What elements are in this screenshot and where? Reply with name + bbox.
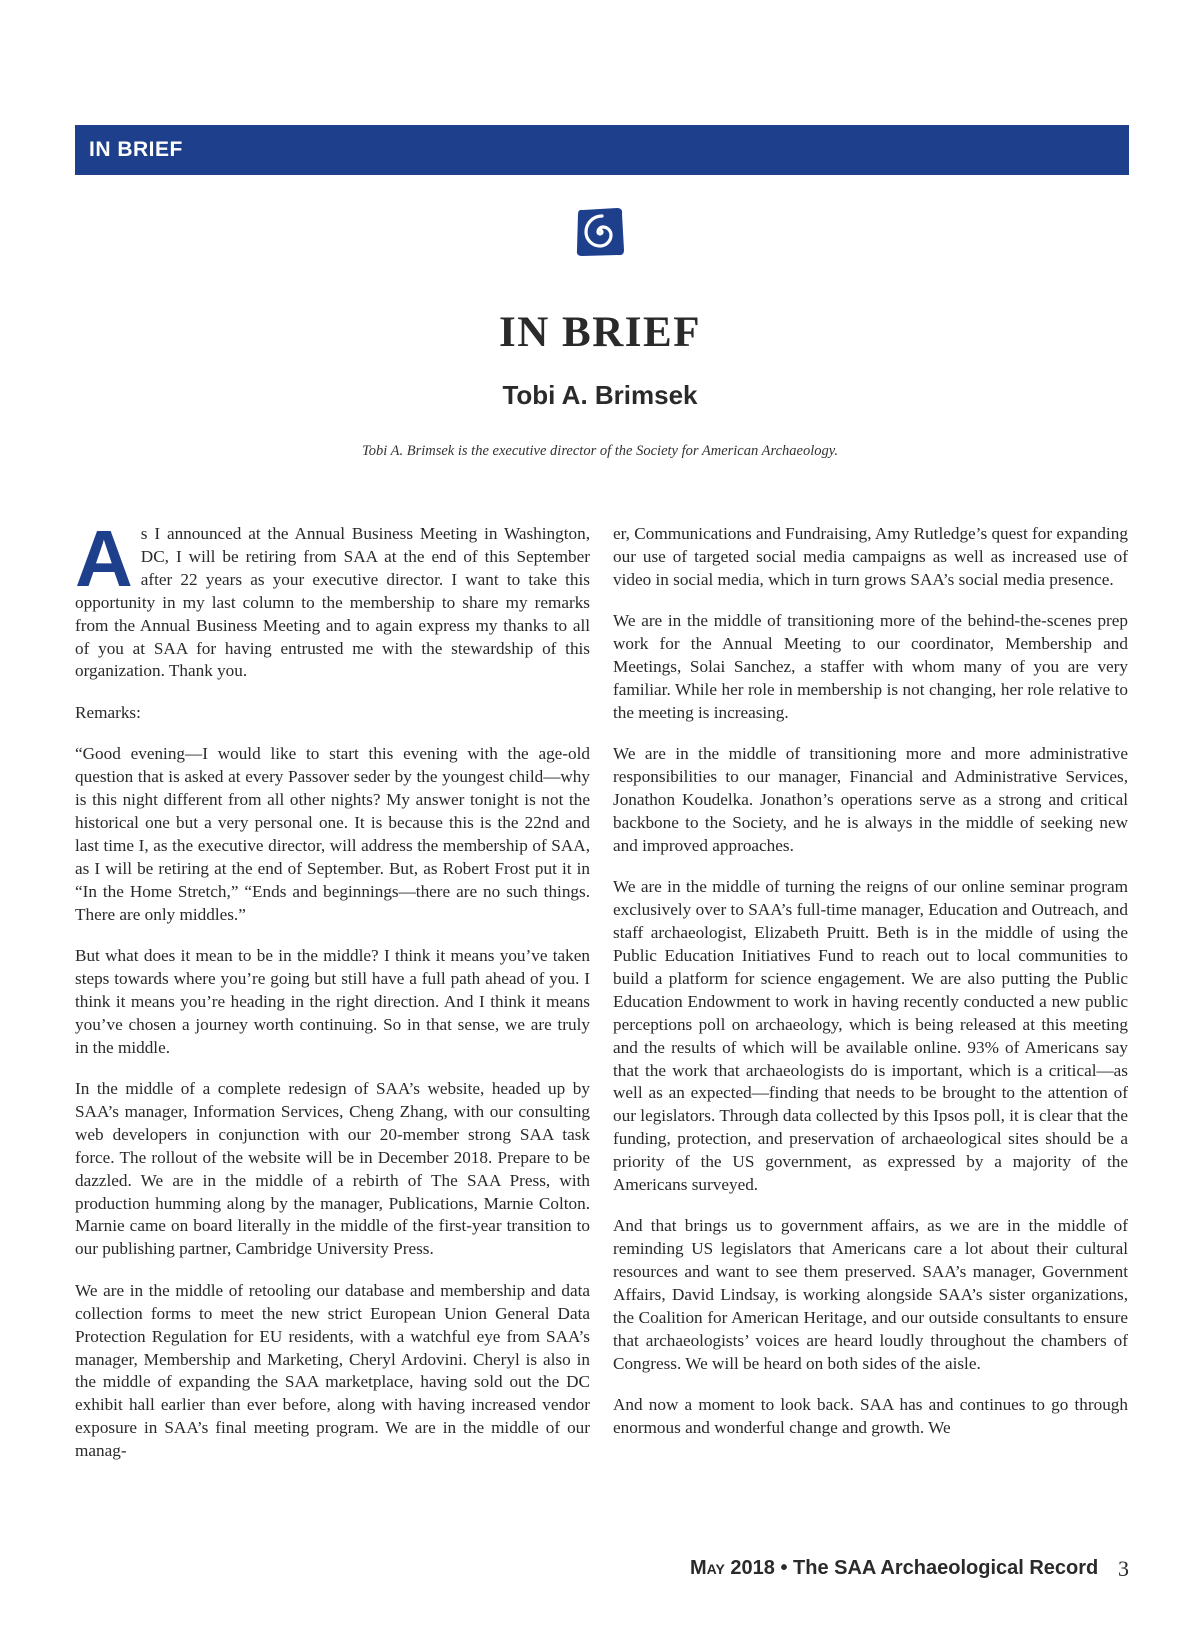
spiral-logo-icon bbox=[574, 206, 626, 258]
article-paragraph: We are in the middle of turning the reigns of our online seminar program exclusively over to SAA’s full-time manager, Education and Outreach, and staff archaeologist, Elizabeth Pruitt. Beth is in the middle of using the Public Education Initiatives Fund to reach out to local communities to build a platform for science engagement. We are also putting the Public Education Endowment to work in having recently conducted a new public perceptions poll on archaeology, which is being released at this meeting and the results of which will be available online. 93% of Americans say that the work that archaeologists do is important, which is a critical—as well as an expected—finding that needs to be brought to the attention of our legislators. Through data collected by this Ipsos poll, it is clear that the funding, protection, and preservation of archaeological sites should be a priority of the US government, as expressed by a majority of the Americans surveyed. bbox=[613, 877, 1128, 1195]
footer-date: May 2018 bbox=[690, 1557, 775, 1579]
article-paragraph: “Good evening—I would like to start this evening with the age-old question that is asked at every Passover seder by the youngest child—why is this night different from all other nights? My answer tonight is not the historical one but a very personal one. It is because this is the 22nd and last time I, as the executive director, will address the membership of SAA, as I will be retiring at the end of September. But, as Robert Frost put it in “In the Home Stretch,” “Ends and beginnings—there are no such things. There are only middles.” bbox=[75, 744, 590, 924]
banner-label: IN BRIEF bbox=[89, 138, 183, 161]
article-paragraph: And that brings us to government affairs, as we are in the middle of reminding US legislators that Americans care a lot about their cultural resources and want to see them preserved. SAA’s manager, Government Affairs, David Lindsay, is working alongside SAA’s sister organizations, the Coalition for American Heritage, and our outside consultants to ensure that archaeologists’ voices are heard loudly throughout the chambers of Congress. We will be heard on both sides of the aisle. bbox=[613, 1216, 1128, 1373]
page-number: 3 bbox=[1118, 1556, 1129, 1581]
article-paragraph: In the middle of a complete redesign of SAA’s website, headed up by SAA’s manager, Information Services, Cheng Zhang, with our consulting web developers in conjunction with our 20-member strong SAA task force. The rollout of the website will be in December 2018. Prepare to be dazzled. We are in the middle of a rebirth of The SAA Press, with production humming along by the manager, Publications, Marnie Colton. Marnie came on board literally in the middle of the first-year transition to our publishing partner, Cambridge University Press. bbox=[75, 1079, 590, 1259]
article-paragraph: We are in the middle of retooling our database and membership and data collection forms to meet the new strict European Union General Data Protection Regulation for EU residents, with a watchful eye from SAA’s manager, Membership and Marketing, Cheryl Ardovini. Cheryl is also in the middle of expanding the SAA marketplace, having sold out the DC exhibit hall earlier than ever before, along with having increased vendor exposure in SAA’s final meeting program. We are in the middle of our manag- bbox=[75, 1280, 590, 1461]
article-paragraph: Remarks: bbox=[75, 702, 141, 722]
footer-publication: The SAA Archaeological Record bbox=[793, 1557, 1099, 1579]
article-column-left bbox=[75, 514, 590, 1482]
page-title: IN BRIEF bbox=[499, 309, 701, 356]
article-paragraph: But what does it mean to be in the middle? I think it means you’ve taken steps towards where you’re going but still have a full path ahead of you. I think it means you’re heading in the right direction. And I think it means you’ve chosen a journey worth continuing. So in that sense, we are truly in the middle. bbox=[75, 946, 590, 1057]
article-paragraph: We are in the middle of transitioning more and more administrative responsibilities to our manager, Financial and Administrative Services, Jonathon Koudelka. Jonathon’s operations serve as a strong and critical backbone to the Society, and he is always in the middle of seeking new and improved approaches. bbox=[613, 744, 1128, 855]
article-paragraph: er, Communications and Fundraising, Amy Rutledge’s quest for expanding our use of targeted social media campaigns as well as increased use of video in social media, which in turn grows SAA’s social media presence. bbox=[613, 524, 1128, 589]
article-column-right bbox=[613, 523, 1128, 1459]
author-bio: Tobi A. Brimsek is the executive director of the Society for American Archaeology. bbox=[362, 443, 838, 459]
author-name: Tobi A. Brimsek bbox=[502, 380, 698, 410]
article-paragraph: We are in the middle of transitioning more of the behind-the-scenes prep work for the Annual Meeting to our coordinator, Membership and Meetings, Solai Sanchez, a staffer with whom many of you are very familiar. While her role in membership is not changing, her role relative to the meeting is increasing. bbox=[613, 611, 1128, 722]
footer-separator: • bbox=[780, 1557, 788, 1579]
article-paragraph: As I announced at the Annual Business Meeting in Washington, DC, I will be retiring from SAA at the end of this September after 22 years as your executive director. I want to take this opportunity in my last column to the membership to share my remarks from the Annual Business Meeting and to again express my thanks to all of you at SAA for having entrusted me with the stewardship of this organization. Thank you. bbox=[75, 514, 590, 681]
article-paragraph: And now a moment to look back. SAA has and continues to go through enormous and wonderful change and growth. We bbox=[613, 1395, 1128, 1438]
drop-cap: A bbox=[75, 514, 133, 603]
page-footer bbox=[690, 1557, 1099, 1580]
section-banner bbox=[75, 125, 1129, 175]
